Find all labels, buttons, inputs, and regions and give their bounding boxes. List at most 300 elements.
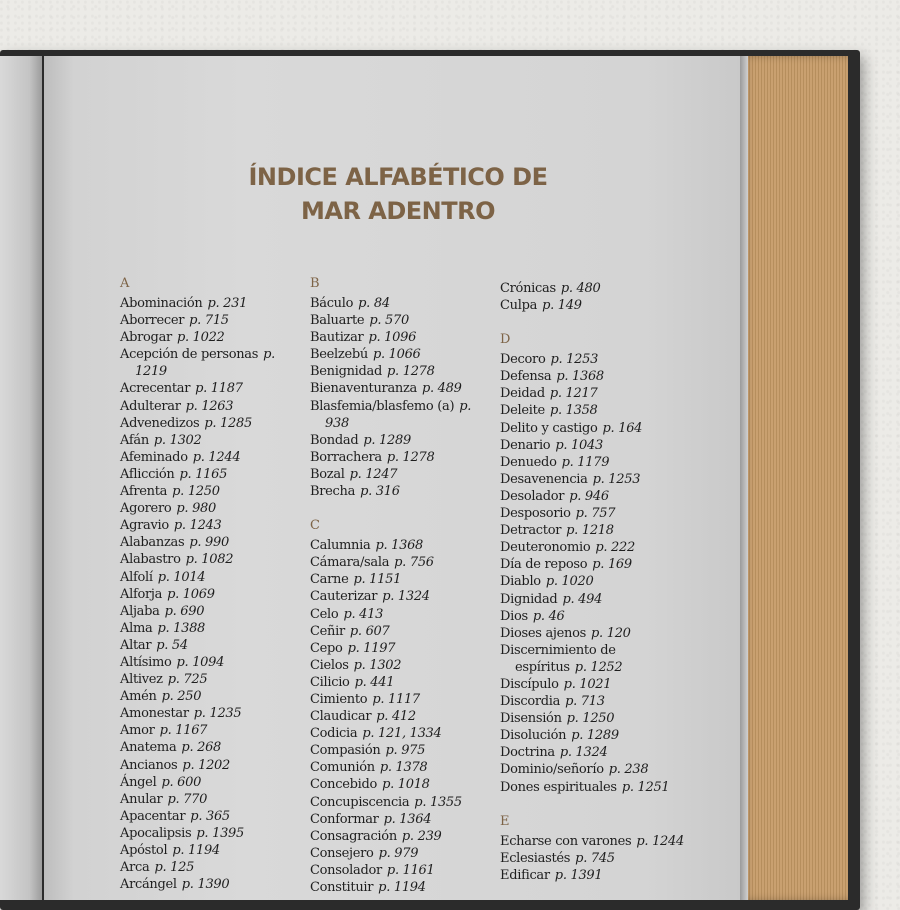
entry-page: p. 1094: [176, 654, 225, 670]
entry-page: p. 231: [207, 296, 248, 311]
index-entry: [120, 637, 305, 654]
index-entry: [500, 727, 685, 744]
page-title: [44, 160, 752, 228]
index-entry: [310, 466, 495, 483]
index-entry: [500, 471, 685, 488]
entry-term: Deidad: [500, 386, 545, 402]
entry-page: p. 757: [575, 506, 616, 522]
index-entry: [120, 534, 305, 551]
entry-term: Anatema: [120, 740, 177, 756]
entry-page: p. 1117: [372, 691, 420, 707]
entry-page: p. 1395: [196, 825, 244, 841]
entry-page: p. 938: [325, 398, 472, 431]
entry-term: Brecha: [310, 484, 356, 500]
section-letter: B: [310, 276, 320, 291]
index-entry: [500, 591, 685, 608]
title-line-2: MAR ADENTRO: [300, 197, 496, 225]
index-entry: [310, 879, 495, 896]
index-entry: [500, 385, 685, 402]
entry-term: Edificar: [500, 867, 550, 883]
index-entry: [500, 608, 685, 625]
entry-page: p. 715: [189, 313, 229, 329]
entry-page: p. 1197: [347, 640, 396, 656]
entry-term: Día de reposo: [500, 557, 588, 573]
index-entry: [500, 642, 685, 676]
index-entry: [120, 654, 305, 671]
index-entry: [500, 573, 685, 590]
entry-term: Aborrecer: [120, 313, 185, 329]
index-entry: [120, 688, 305, 705]
index-entry: [120, 483, 305, 500]
entry-page: p. 1355: [414, 794, 462, 810]
entry-page: p. 54: [156, 637, 188, 653]
index-entry: [120, 842, 305, 859]
index-entry: [310, 588, 495, 605]
index-entry: [120, 722, 305, 739]
section-letter: D: [500, 332, 511, 348]
entry-page: p. 1021: [563, 676, 612, 692]
entry-page: p. 1289: [571, 728, 619, 744]
index-entry: [120, 739, 305, 756]
index-entry: [310, 432, 495, 449]
index-entry: [500, 867, 685, 884]
entry-term: Alforja: [120, 586, 163, 602]
index-entry: [310, 845, 495, 862]
index-entry: [310, 725, 495, 742]
entry-term: Afrenta: [120, 484, 168, 500]
entry-page: p. 1289: [363, 432, 411, 448]
entry-term: Deuteronomio: [500, 540, 591, 556]
index-entry: [500, 556, 685, 573]
entry-page: p. 1388: [157, 620, 206, 636]
index-entry: [120, 825, 305, 842]
entry-page: p. 980: [176, 501, 216, 517]
index-entry: [310, 691, 495, 708]
index-entry: [120, 859, 305, 876]
index-column-3: [500, 280, 685, 884]
index-entry: [310, 742, 495, 759]
entry-page: p. 164: [602, 420, 643, 436]
entry-page: p. 1018: [382, 777, 430, 793]
entry-term: Denario: [500, 437, 551, 453]
entry-term: Bautizar: [310, 330, 364, 346]
entry-page: p. 1194: [172, 843, 220, 858]
index-entry: [500, 850, 685, 867]
index-entry: [120, 551, 305, 568]
entry-term: Eclesiastés: [500, 850, 571, 866]
entry-term: Dios: [500, 608, 528, 624]
index-entry: [120, 517, 305, 534]
entry-term: Adulterar: [120, 398, 181, 414]
entry-page: p. 1096: [368, 330, 417, 346]
entry-term: Desavenencia: [500, 471, 588, 487]
index-entry: [310, 606, 495, 623]
entry-term: Conformar: [310, 811, 379, 827]
entry-term: Cauterizar: [310, 589, 378, 605]
entry-term: Doctrina: [500, 745, 555, 761]
index-entry: [120, 791, 305, 808]
entry-term: Detractor: [500, 523, 562, 539]
index-entry: [500, 761, 685, 778]
index-entry: [310, 862, 495, 879]
entry-page: p. 1302: [153, 432, 202, 448]
entry-page: p. 121, 1334: [362, 726, 442, 742]
index-entry: [500, 488, 685, 505]
entry-page: p. 1253: [550, 352, 599, 368]
entry-term: Discernimiento de espíritus: [500, 642, 616, 675]
section-gap: [500, 314, 685, 331]
entry-page: p. 1368: [375, 538, 424, 554]
entry-term: Denuedo: [500, 454, 557, 470]
entry-term: Disolución: [500, 728, 567, 744]
entry-term: Altivez: [120, 672, 163, 688]
index-entry: [120, 671, 305, 688]
entry-term: Discípulo: [500, 676, 559, 692]
index-entry: [500, 522, 685, 539]
entry-page: p. 1014: [157, 569, 206, 585]
entry-term: Diablo: [500, 574, 541, 590]
entry-term: Apóstol: [120, 843, 168, 858]
index-entry: [500, 280, 685, 297]
entry-term: Baluarte: [310, 313, 365, 329]
entry-term: Claudicar: [310, 709, 372, 725]
index-entry: [310, 708, 495, 725]
title-line-1: ÍNDICE ALFABÉTICO DE: [248, 163, 548, 191]
entry-page: p. 1378: [379, 760, 428, 776]
index-entry: [120, 432, 305, 449]
entry-term: Apacentar: [120, 808, 186, 824]
entry-term: Alabastro: [120, 552, 181, 568]
entry-page: p. 725: [167, 672, 208, 688]
index-entry: [500, 779, 685, 796]
entry-term: Cimiento: [310, 691, 368, 707]
entry-page: p. 570: [369, 313, 409, 329]
index-entry: [500, 710, 685, 727]
index-entry: [120, 398, 305, 415]
entry-page: p. 1179: [561, 454, 610, 470]
entry-page: p. 120: [591, 625, 631, 641]
entry-term: Blasfemia/blasfemo (a): [310, 398, 455, 414]
index-entry: [310, 312, 495, 329]
entry-page: p. 690: [164, 603, 205, 619]
entry-term: Aflicción: [120, 466, 175, 482]
entry-term: Acrecentar: [120, 381, 191, 397]
entry-page: p. 713: [565, 694, 605, 710]
entry-page: p. 756: [394, 555, 434, 571]
entry-page: p. 239: [401, 828, 442, 844]
entry-term: Dioses ajenos: [500, 625, 587, 641]
entry-term: Constituir: [310, 880, 374, 895]
entry-term: Amonestar: [120, 706, 189, 722]
index-entry: [120, 295, 305, 312]
entry-page: p. 770: [167, 791, 208, 807]
entry-term: Cepo: [310, 640, 343, 656]
index-entry: [120, 329, 305, 346]
entry-page: p. 1043: [555, 437, 603, 453]
section-letter: A: [120, 276, 130, 291]
entry-page: p. 222: [595, 540, 635, 556]
entry-term: Concebido: [310, 777, 378, 793]
index-entry: [120, 808, 305, 825]
index-entry: [120, 415, 305, 432]
index-entry: [310, 571, 495, 588]
index-entry: [120, 586, 305, 603]
index-entry: [310, 295, 495, 312]
entry-term: Carne: [310, 572, 349, 588]
index-entry: [310, 346, 495, 363]
index-entry: [120, 380, 305, 397]
entry-page: p. 238: [608, 762, 649, 778]
entry-term: Borrachera: [310, 449, 382, 465]
entry-page: p. 1161: [386, 862, 435, 878]
entry-term: Culpa: [500, 298, 538, 314]
entry-term: Altar: [120, 637, 152, 653]
index-entry: [500, 437, 685, 454]
entry-page: p. 1302: [353, 657, 402, 673]
entry-term: Desolador: [500, 488, 565, 504]
entry-page: p. 975: [385, 743, 426, 759]
index-entry: [310, 674, 495, 691]
entry-page: p. 489: [421, 381, 462, 397]
section-gap: [500, 796, 685, 813]
entry-page: p. 1244: [636, 833, 684, 849]
entry-term: Compasión: [310, 743, 381, 759]
entry-term: Ángel: [120, 774, 157, 790]
entry-term: Aljaba: [120, 603, 160, 619]
entry-term: Acepción de personas: [120, 347, 259, 363]
left-page: [0, 56, 42, 900]
entry-term: Celo: [310, 606, 339, 622]
entry-term: Amor: [120, 723, 155, 739]
entry-page: p. 46: [532, 608, 565, 624]
section-letter: C: [310, 518, 320, 534]
entry-term: Afeminado: [120, 449, 188, 465]
entry-page: p. 1252: [574, 659, 623, 675]
index-entry: [120, 705, 305, 722]
entry-page: p. 1278: [386, 449, 435, 465]
index-entry: [310, 449, 495, 466]
index-entry: [310, 794, 495, 811]
entry-term: Comunión: [310, 760, 375, 776]
entry-term: Decoro: [500, 352, 546, 368]
index-entry: [310, 776, 495, 793]
index-entry: [310, 554, 495, 571]
index-entry: [310, 329, 495, 346]
entry-page: p. 1251: [621, 779, 670, 795]
entry-term: Cilicio: [310, 674, 350, 690]
entry-page: p. 1278: [387, 364, 435, 380]
entry-term: Bienaventuranza: [310, 381, 417, 397]
index-entry: [500, 693, 685, 710]
entry-page: p. 1020: [545, 574, 594, 590]
entry-term: Bozal: [310, 466, 345, 482]
entry-term: Alfolí: [120, 569, 153, 585]
index-entry: [310, 657, 495, 674]
index-column-1: [120, 275, 305, 893]
index-entry: [500, 833, 685, 850]
entry-term: Alabanzas: [120, 535, 185, 551]
entry-page: p. 365: [190, 808, 230, 824]
entry-page: p. 1243: [173, 518, 222, 534]
entry-page: p. 1187: [195, 381, 243, 397]
index-entry: [120, 620, 305, 637]
index-entry: [310, 828, 495, 845]
index-entry: [120, 346, 305, 380]
index-entry: [500, 676, 685, 693]
entry-term: Consejero: [310, 845, 374, 861]
entry-term: Disensión: [500, 711, 562, 727]
index-entry: [310, 537, 495, 554]
entry-term: Anular: [120, 791, 163, 807]
entry-page: p. 1235: [193, 706, 242, 722]
entry-page: p. 1069: [167, 586, 215, 602]
entry-page: p. 1219: [135, 347, 275, 380]
entry-page: p. 1022: [176, 330, 225, 346]
entry-page: p. 990: [189, 535, 229, 551]
entry-term: Crónicas: [500, 281, 556, 296]
entry-term: Desposorio: [500, 506, 571, 522]
entry-term: Dignidad: [500, 591, 558, 607]
index-entry: [500, 744, 685, 761]
entry-page: p. 1368: [556, 369, 604, 385]
entry-page: p. 84: [358, 296, 390, 311]
entry-page: p. 125: [154, 860, 195, 876]
entry-page: p. 745: [575, 850, 615, 866]
entry-term: Deleite: [500, 403, 545, 419]
entry-page: p. 1066: [372, 347, 421, 363]
index-entry: [310, 398, 495, 432]
index-entry: [120, 449, 305, 466]
entry-page: p. 1167: [159, 723, 208, 739]
entry-term: Agravio: [120, 518, 169, 534]
index-entry: [310, 623, 495, 640]
entry-term: Delito y castigo: [500, 420, 598, 436]
entry-term: Ancianos: [120, 757, 178, 773]
section-gap: [310, 500, 495, 517]
index-entry: [310, 363, 495, 380]
entry-term: Apocalipsis: [120, 825, 192, 841]
entry-page: p. 1217: [549, 386, 598, 402]
entry-page: p. 1247: [349, 466, 398, 482]
entry-term: Bondad: [310, 432, 359, 448]
entry-page: p. 316: [360, 484, 400, 500]
index-entry: [500, 402, 685, 419]
entry-term: Abominación: [120, 296, 203, 311]
index-entry: [500, 420, 685, 437]
entry-page: p. 1218: [566, 523, 614, 539]
entry-page: p. 1263: [185, 398, 234, 414]
entry-page: p. 1250: [566, 711, 615, 727]
entry-page: p. 607: [349, 623, 390, 639]
entry-term: Afán: [120, 432, 149, 448]
entry-page: p. 1082: [185, 552, 234, 568]
index-entry: [120, 603, 305, 620]
entry-term: Arcángel: [120, 877, 177, 893]
index-entry: [310, 483, 495, 500]
entry-term: Defensa: [500, 369, 552, 385]
entry-term: Dominio/señorío: [500, 762, 604, 778]
entry-page: p. 1194: [378, 880, 426, 895]
entry-page: p. 1151: [353, 572, 402, 588]
entry-term: Ceñir: [310, 623, 345, 639]
entry-term: Echarse con varones: [500, 833, 632, 849]
index-entry: [120, 876, 305, 893]
entry-page: p. 494: [562, 591, 603, 607]
entry-term: Discordia: [500, 694, 561, 710]
index-entry: [310, 380, 495, 397]
index-entry: [120, 569, 305, 586]
entry-page: p. 1253: [592, 471, 641, 487]
entry-page: p. 412: [376, 709, 416, 725]
entry-page: p. 480: [560, 281, 601, 296]
entry-term: Abrogar: [120, 330, 172, 346]
entry-page: p. 1324: [382, 589, 430, 605]
section-letter: E: [500, 813, 510, 829]
entry-page: p. 413: [343, 606, 384, 622]
entry-page: p. 1358: [549, 403, 598, 419]
entry-term: Consolador: [310, 862, 382, 878]
entry-term: Cielos: [310, 657, 349, 673]
entry-page: p. 1324: [559, 745, 608, 761]
entry-term: Altísimo: [120, 654, 172, 670]
entry-page: p. 250: [161, 689, 202, 705]
index-entry: [500, 505, 685, 522]
index-entry: [500, 368, 685, 385]
index-column-2: [310, 275, 495, 896]
entry-term: Benignidad: [310, 364, 383, 380]
entry-page: p. 1165: [179, 466, 228, 482]
page-edges: [740, 56, 848, 900]
index-entry: [120, 774, 305, 791]
entry-page: p. 1285: [204, 415, 252, 431]
index-entry: [500, 454, 685, 471]
index-entry: [310, 640, 495, 657]
entry-page: p. 946: [569, 488, 609, 504]
entry-page: p. 1244: [192, 449, 241, 465]
entry-page: p. 600: [161, 774, 202, 790]
entry-page: p. 149: [542, 298, 582, 314]
index-entry: [120, 312, 305, 329]
entry-term: Cámara/sala: [310, 555, 390, 571]
entry-page: p. 268: [181, 740, 222, 756]
entry-page: p. 1202: [182, 757, 230, 773]
entry-term: Alma: [120, 620, 153, 636]
entry-page: p. 1364: [383, 811, 432, 827]
entry-term: Concupiscencia: [310, 794, 410, 810]
entry-page: p. 1390: [181, 877, 230, 893]
index-entry: [500, 297, 685, 314]
index-entry: [120, 466, 305, 483]
entry-term: Consagración: [310, 828, 397, 844]
entry-term: Dones espirituales: [500, 779, 617, 795]
entry-term: Codicia: [310, 726, 358, 742]
index-entry: [120, 500, 305, 517]
entry-page: p. 169: [592, 557, 632, 573]
index-entry: [500, 539, 685, 556]
entry-term: Arca: [120, 860, 150, 876]
entry-page: p. 1250: [172, 484, 220, 500]
index-entry: [500, 351, 685, 368]
entry-page: p. 1391: [554, 867, 603, 883]
entry-term: Advenedizos: [120, 415, 200, 431]
index-entry: [120, 757, 305, 774]
entry-term: Amén: [120, 689, 157, 705]
entry-term: Agorero: [120, 501, 172, 517]
entry-page: p. 441: [354, 674, 395, 690]
entry-page: p. 979: [378, 845, 419, 861]
entry-term: Báculo: [310, 296, 354, 311]
index-entry: [500, 625, 685, 642]
